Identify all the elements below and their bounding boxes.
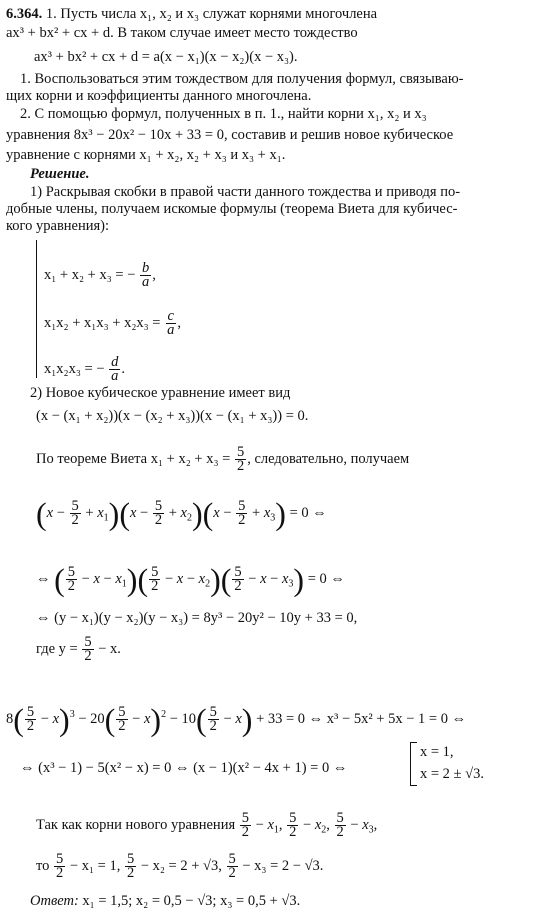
fraction-b-a: $\frac{b}{a}$: [142, 260, 150, 290]
new-cubic-equation: (x − (x₁ + x₂))(x − (x₂ + x₃))(x − (x₁ + x₃)) = 0.: [36, 408, 309, 424]
fraction-5-2: $\frac{5}{2}$: [236, 444, 245, 474]
root-2: x = 2 ± √3.: [420, 766, 484, 782]
equation-row-5: 8( $\frac{5}{2}$ − x)$^3$ − 20( $\frac{5}{2}$ − x)$^2$ − 10( $\frac{5}{2}$ − x) + 33 = 0 ⇔ x³ − 5x² + 5x − 1 = 0 ⇔: [6, 701, 467, 738]
solution-line-2: добные члены, получаем искомые формулы (теорема Виета для кубичес-: [6, 201, 458, 217]
fraction-c-a: $\frac{c}{a}$: [167, 308, 175, 338]
solution-bracket: [410, 742, 417, 786]
solution-title: Решение.: [30, 166, 90, 182]
problem-line-1: 6.364. 1. Пусть числа x₁, x₂ и x₃ служат корнями многочлена: [6, 6, 378, 22]
problem-line-2: ax³ + bx² + cx + d. В таком случае имеет место тождество: [6, 25, 358, 41]
problem-line-4: 1. Воспользоваться этим тождеством для получения формул, связываю-: [20, 71, 464, 87]
problem-line-5: щих корни и коэффициенты данного многочлена.: [6, 88, 312, 104]
equation-row-3: ⇔ (y − x₁)(y − x₂)(y − x₃) = 8y³ − 20y² − 10y + 33 = 0,: [36, 610, 358, 626]
equation-row-2: ⇔ ( $\frac{5}{2}$ − $x - x_1$)( $\frac{5}{2}$ − $x - x_2$)( $\frac{5}{2}$ − $x - x_3) = 0$ ⇔: [36, 561, 345, 598]
new-roots-line: Так как корни нового уравнения $\frac{5}{2}$ − $x_1$, $\frac{5}{2}$ − $x_2$, $\frac{5}{2}$ − $x_3$,: [36, 810, 378, 840]
solution-line-3: кого уравнения):: [6, 218, 110, 234]
problem-line-7: уравнения 8x³ − 20x² − 10x + 33 = 0, составив и решив новое кубическое: [6, 127, 454, 143]
problem-number: 6.364.: [6, 6, 43, 22]
solution-line-4: 2) Новое кубическое уравнение имеет вид: [30, 385, 291, 401]
problem-line-8: уравнение с корнями x₁ + x₂, x₂ + x₃ и x₃ + x₁.: [6, 147, 286, 163]
roots-values-line: то $\frac{5}{2}$ − x₁ = 1, $\frac{5}{2}$ − x₂ = 2 + √3, $\frac{5}{2}$ − x₃ = 2 − √3.: [36, 851, 324, 881]
answer-label: Ответ:: [30, 893, 79, 909]
solution-line-1: 1) Раскрывая скобки в правой части данного тождества и приводя по-: [30, 184, 461, 200]
root-1: x = 1,: [420, 744, 454, 760]
vieta-eq-3: x₁x₂x₃ = − $\frac{d}{a}$ .: [44, 354, 126, 384]
substitution-line: где y = $\frac{5}{2}$ − x.: [36, 634, 121, 664]
equation-row-6: ⇔ (x³ − 1) − 5(x² − x) = 0 ⇔ (x − 1)(x² − 4x + 1) = 0 ⇔: [20, 760, 348, 776]
fraction-d-a: $\frac{d}{a}$: [111, 354, 119, 384]
identity-formula: ax³ + bx² + cx + d = a(x − x₁)(x − x₂)(x − x₃).: [34, 49, 298, 65]
problem-line-6: 2. С помощью формул, полученных в п. 1., найти корни x₁, x₂ и x₃: [20, 106, 427, 122]
vieta-eq-2: x₁x₂ + x₁x₃ + x₂x₃ = $\frac{c}{a}$ ,: [44, 308, 181, 338]
answer-line: [30, 893, 300, 910]
vieta-sum-line: По теореме Виета x₁ + x₂ + x₃ = $\frac{5}{2}$ , следовательно, получаем: [36, 444, 410, 474]
answer-value: x₁ = 1,5; x₂ = 0,5 − √3; x₃ = 0,5 + √3.: [82, 893, 301, 909]
system-brace: [36, 240, 43, 378]
vieta-eq-1: x₁ + x₂ + x₃ = − $\frac{b}{a}$ ,: [44, 260, 156, 290]
equation-row-1: (x − $\frac{5}{2}$ + $x_1)(x$ − $\frac{5}{2}$ + $x_2)(x$ − $\frac{5}{2}$ + $x_3) = 0$ ⇔: [36, 495, 327, 532]
